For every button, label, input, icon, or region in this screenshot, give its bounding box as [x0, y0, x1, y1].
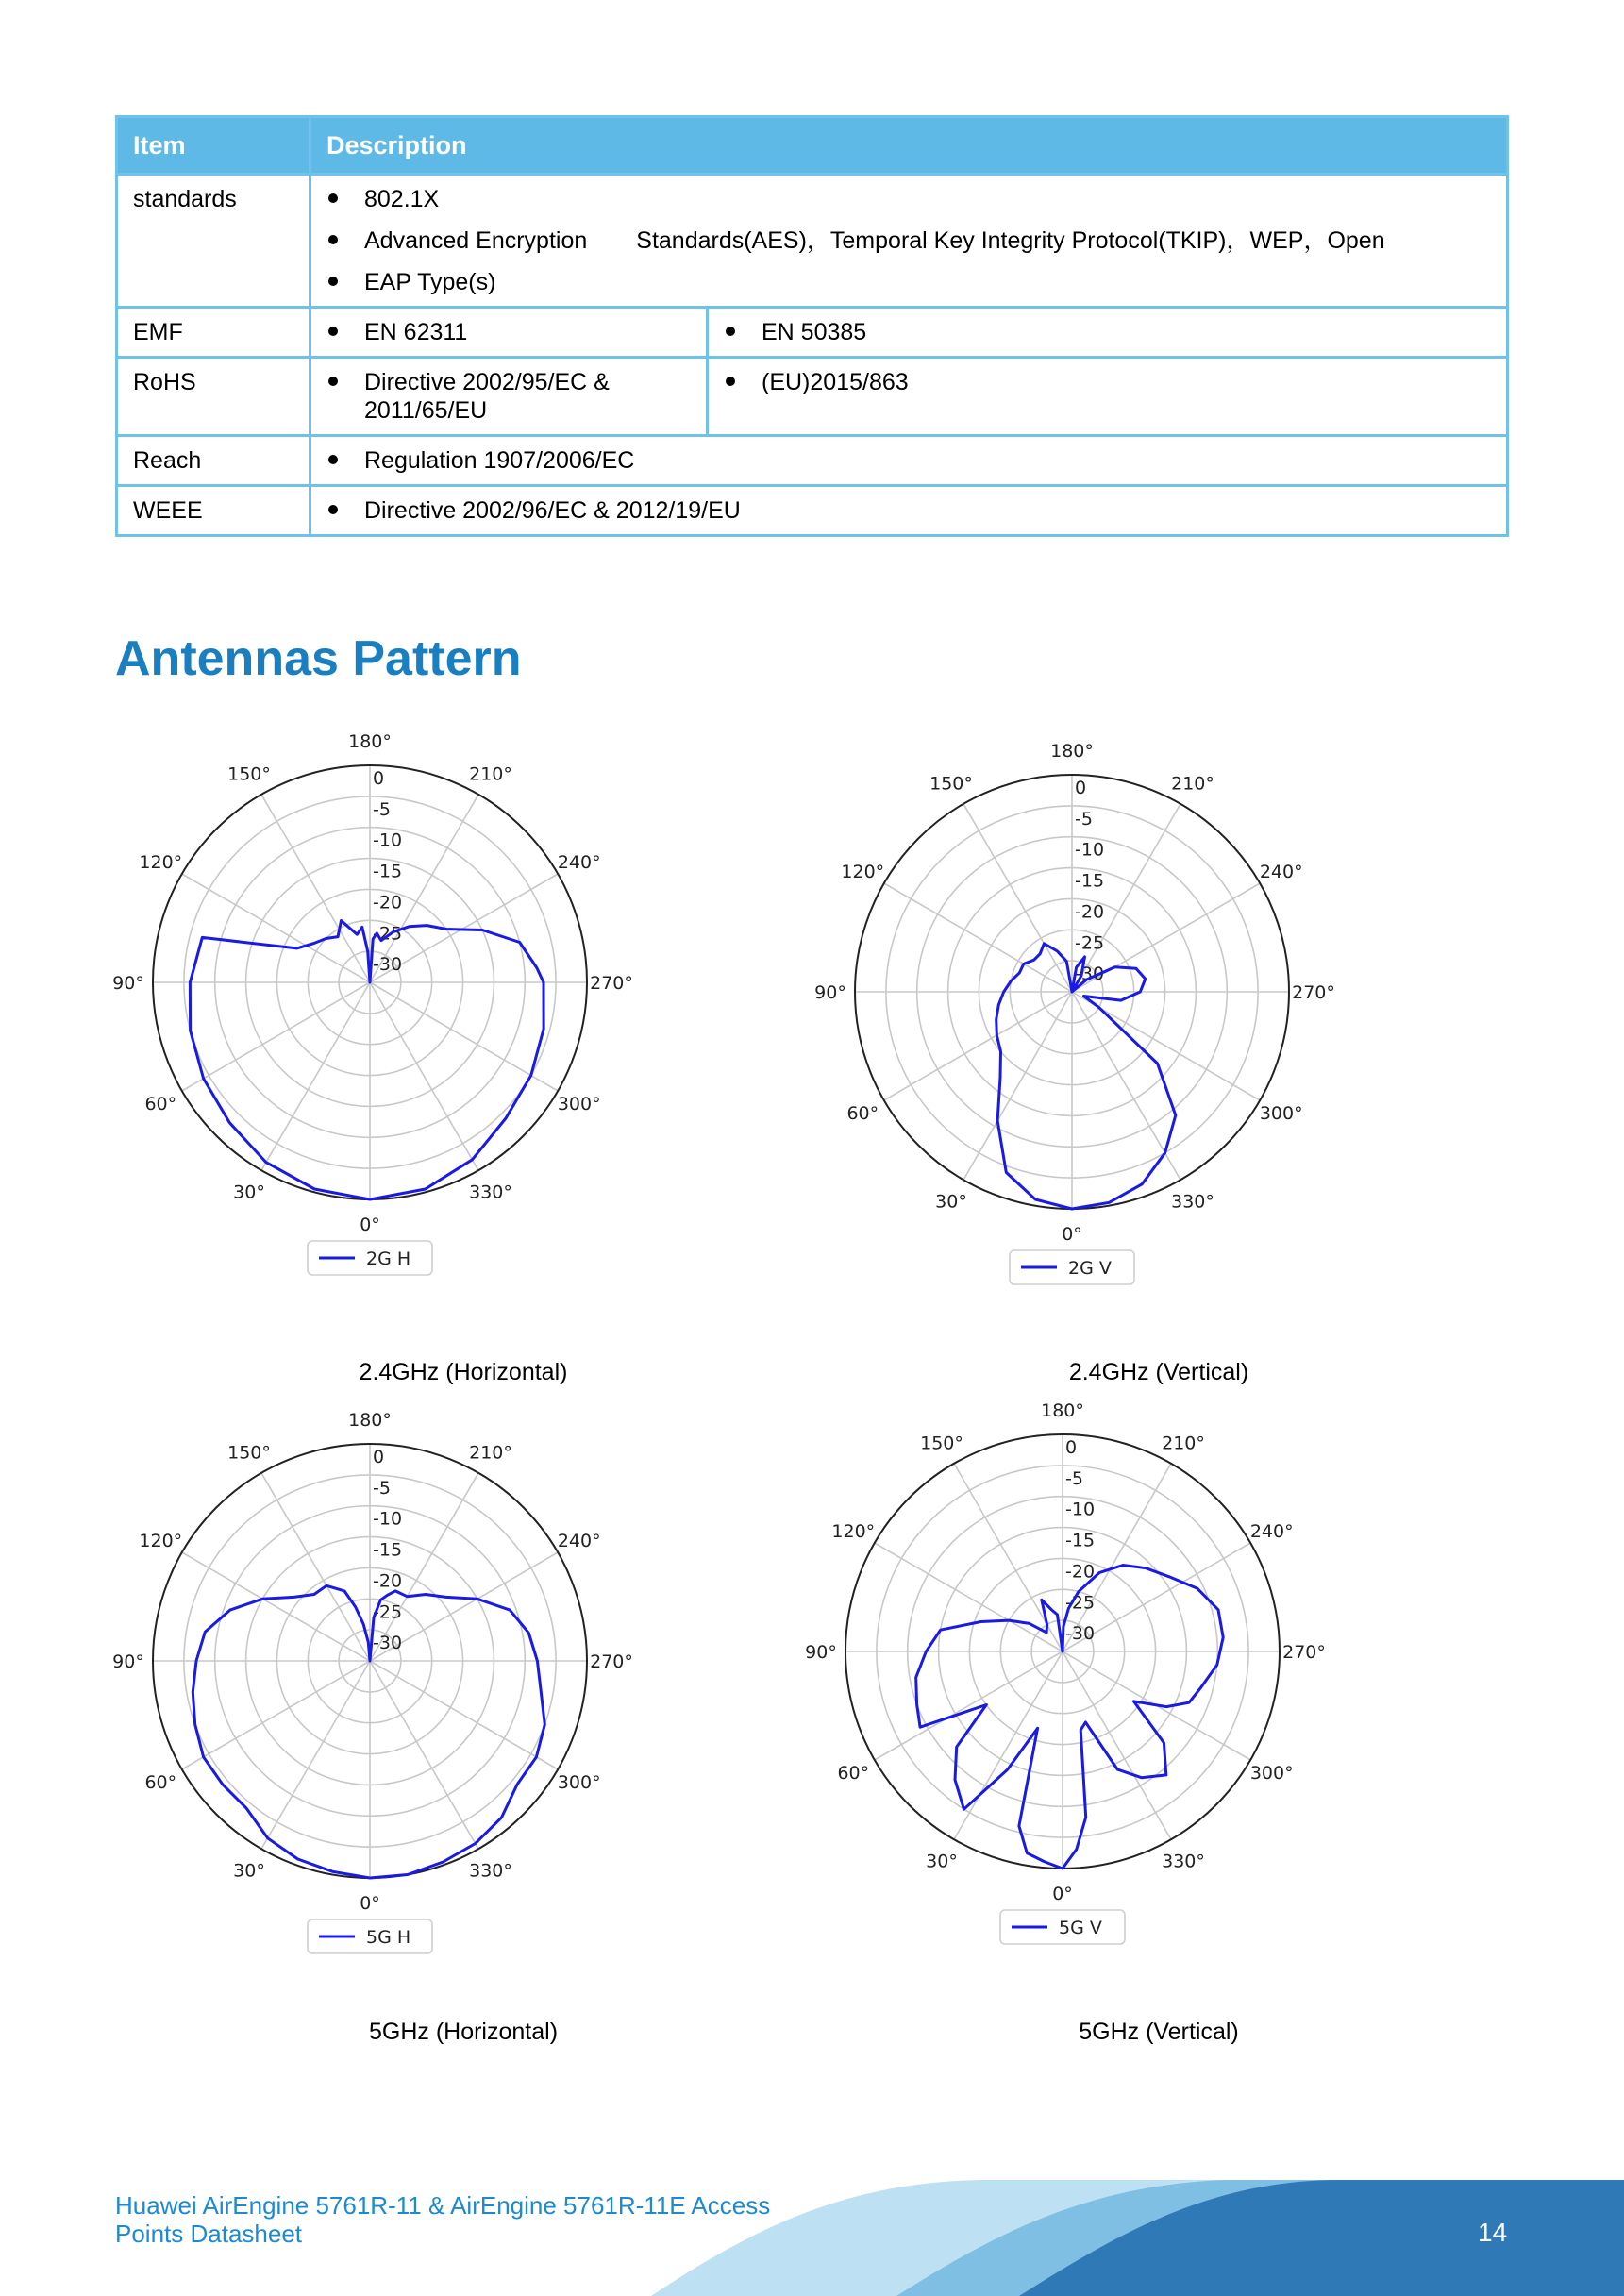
angle-tick-label: 210° — [469, 1442, 512, 1464]
angle-tick-label: 240° — [557, 852, 601, 873]
cell-standards — [310, 175, 1508, 308]
radial-tick-label: -20 — [373, 1570, 403, 1592]
radial-tick-label: -25 — [1065, 1592, 1096, 1614]
cell-rohs-right — [708, 358, 1508, 436]
angle-tick-label: 120° — [139, 1531, 183, 1551]
grid-spoke — [261, 982, 370, 1170]
grid-spoke — [370, 982, 478, 1170]
radial-tick-label: -30 — [373, 1633, 403, 1654]
angle-tick-label: 30° — [233, 1860, 265, 1882]
polar-chart-2g-h — [112, 731, 633, 1308]
radial-tick-label: 0 — [373, 768, 385, 789]
section-title: Antennas Pattern — [115, 631, 522, 686]
angle-tick-label: 90° — [112, 1651, 144, 1672]
angle-tick-label: 60° — [846, 1103, 879, 1124]
grid-spoke — [370, 1661, 478, 1849]
radial-tick-label: -20 — [1075, 901, 1105, 923]
cell-emf-right — [708, 308, 1508, 358]
angle-tick-label: 150° — [920, 1433, 963, 1454]
angle-tick-label: 180° — [1041, 1400, 1084, 1421]
chart-caption: 5GHz (Horizontal) — [368, 2019, 559, 2045]
radial-tick-label: 0 — [1065, 1437, 1078, 1458]
radial-tick-label: -10 — [1075, 839, 1105, 861]
grid-spoke — [370, 1661, 558, 1769]
radial-tick-label: -10 — [1065, 1499, 1096, 1520]
grid-spoke — [884, 992, 1072, 1100]
radial-tick-label: -5 — [373, 798, 391, 820]
angle-tick-label: 330° — [469, 1182, 512, 1203]
angle-tick-label: 150° — [227, 1442, 271, 1464]
footer-line-2: Points Datasheet — [115, 2220, 303, 2248]
aes-label-b: Standards(AES)，Temporal Key Integrity Protocol(TKIP)，WEP，Open — [636, 227, 1385, 254]
angle-tick-label: 270° — [1292, 982, 1335, 1003]
angle-tick-label: 30° — [233, 1182, 265, 1203]
header-item: Item — [117, 117, 310, 175]
grid-spoke — [261, 1473, 370, 1661]
spec-table — [115, 115, 1509, 537]
angle-tick-label: 330° — [1171, 1191, 1214, 1213]
row-label-emf: EMF — [117, 308, 310, 358]
cell-rohs-left — [310, 358, 708, 436]
angle-tick-label: 180° — [348, 1410, 392, 1431]
angle-tick-label: 0° — [360, 1215, 380, 1235]
row-label-standards: standards — [117, 175, 310, 308]
radial-tick-label: -30 — [1065, 1623, 1096, 1645]
grid-spoke — [182, 982, 370, 1091]
angle-tick-label: 210° — [1171, 773, 1214, 795]
angle-tick-label: 90° — [814, 982, 846, 1003]
grid-spoke — [963, 804, 1072, 992]
radial-tick-label: -15 — [373, 861, 403, 882]
polar-chart-5g-h — [112, 1410, 633, 1986]
list-item: 802.1X — [326, 185, 1491, 213]
angle-tick-label: 60° — [144, 1772, 177, 1793]
rohs-line-1: Directive 2002/95/EC & — [364, 369, 610, 395]
list-item — [326, 226, 1491, 255]
angle-tick-label: 30° — [935, 1191, 967, 1213]
polar-chart-2g-v — [814, 741, 1335, 1327]
grid-spoke — [1063, 1651, 1171, 1839]
chart-caption: 2.4GHz (Horizontal) — [359, 1359, 568, 1385]
radial-tick-label: -10 — [373, 1508, 403, 1530]
angle-tick-label: 120° — [139, 852, 183, 873]
list-item: EN 50385 — [724, 318, 1491, 346]
table-row-rohs — [117, 358, 1508, 436]
angle-tick-label: 270° — [590, 1651, 633, 1672]
table-row-standards — [117, 175, 1508, 308]
list-item: (EU)2015/863 — [724, 368, 1491, 396]
angle-tick-label: 0° — [1062, 1224, 1082, 1245]
radial-tick-label: -5 — [1065, 1467, 1083, 1489]
grid-spoke — [884, 883, 1072, 992]
grid-spoke — [370, 982, 558, 1091]
radial-tick-label: -25 — [373, 923, 403, 945]
radial-tick-label: -5 — [1075, 808, 1093, 830]
row-label-rohs: RoHS — [117, 358, 310, 436]
angle-tick-label: 60° — [837, 1763, 870, 1784]
radial-tick-label: -20 — [373, 892, 403, 913]
aes-label-a: Advanced Encryption — [364, 227, 588, 254]
angle-tick-label: 90° — [805, 1642, 837, 1663]
radial-tick-label: -30 — [373, 954, 403, 976]
legend-label: 2G H — [366, 1249, 411, 1269]
legend-label: 2G V — [1068, 1258, 1112, 1279]
list-item: EAP Type(s) — [326, 268, 1491, 296]
cell-weee — [310, 486, 1508, 536]
chart-caption: 2.4GHz (Vertical) — [1068, 1359, 1249, 1385]
angle-tick-label: 240° — [1249, 1521, 1294, 1542]
angle-tick-label: 210° — [1162, 1433, 1205, 1454]
radial-tick-label: -30 — [1075, 964, 1105, 985]
polar-chart-5g-v — [805, 1400, 1326, 1996]
row-label-reach: Reach — [117, 436, 310, 486]
radial-tick-label: -15 — [1075, 870, 1105, 892]
footer-doc-title — [115, 2191, 795, 2248]
angle-tick-label: 150° — [227, 763, 271, 785]
list-item: Directive 2002/96/EC & 2012/19/EU — [326, 496, 1491, 525]
chart-caption: 5GHz (Vertical) — [1079, 2019, 1239, 2045]
grid-spoke — [182, 1661, 370, 1769]
grid-spoke — [182, 874, 370, 982]
radial-tick-label: 0 — [1075, 778, 1087, 798]
legend-label: 5G H — [366, 1927, 411, 1948]
table-row-reach — [117, 436, 1508, 486]
grid-spoke — [875, 1543, 1063, 1651]
radial-tick-label: 0 — [373, 1447, 385, 1467]
angle-tick-label: 240° — [1259, 862, 1303, 882]
rohs-line-2: 2011/65/EU — [364, 397, 488, 424]
angle-tick-label: 300° — [1249, 1763, 1294, 1784]
angle-tick-label: 180° — [1050, 741, 1094, 762]
radial-tick-label: -15 — [1065, 1530, 1096, 1551]
radial-tick-label: -20 — [1065, 1561, 1096, 1583]
angle-tick-label: 60° — [144, 1094, 177, 1114]
row-label-weee: WEEE — [117, 486, 310, 536]
angle-tick-label: 30° — [926, 1851, 958, 1872]
radial-tick-label: -25 — [1075, 932, 1105, 954]
angle-tick-label: 300° — [1259, 1103, 1303, 1124]
grid-spoke — [261, 795, 370, 982]
list-item: Regulation 1907/2006/EC — [326, 446, 1491, 475]
table-row-weee — [117, 486, 1508, 536]
angle-tick-label: 0° — [360, 1893, 380, 1914]
angle-tick-label: 240° — [557, 1531, 601, 1551]
footer-line-1: Huawei AirEngine 5761R-11 & AirEngine 5761R-11E Access — [115, 2191, 771, 2220]
grid-spoke — [261, 1661, 370, 1849]
cell-reach — [310, 436, 1508, 486]
angle-tick-label: 150° — [929, 773, 973, 795]
page-number: 14 — [1478, 2218, 1508, 2247]
angle-tick-label: 0° — [1052, 1884, 1073, 1904]
grid-spoke — [954, 1651, 1063, 1839]
radial-tick-label: -5 — [373, 1477, 391, 1499]
angle-tick-label: 120° — [841, 862, 885, 882]
list-item — [326, 368, 691, 425]
table-row-emf — [117, 308, 1508, 358]
angle-tick-label: 90° — [112, 973, 144, 994]
cell-emf-left — [310, 308, 708, 358]
angle-tick-label: 270° — [1282, 1642, 1326, 1663]
angle-tick-label: 180° — [348, 731, 392, 752]
grid-spoke — [182, 1552, 370, 1661]
angle-tick-label: 120° — [831, 1521, 876, 1542]
grid-spoke — [963, 992, 1072, 1180]
radial-tick-label: -25 — [373, 1601, 403, 1623]
legend-label: 5G V — [1059, 1918, 1102, 1938]
angle-tick-label: 270° — [590, 973, 633, 994]
radial-tick-label: -10 — [373, 830, 403, 851]
angle-tick-label: 300° — [557, 1094, 601, 1114]
radial-tick-label: -15 — [373, 1539, 403, 1561]
angle-tick-label: 330° — [1162, 1851, 1205, 1872]
angle-tick-label: 210° — [469, 763, 512, 785]
list-item: EN 62311 — [326, 318, 691, 346]
angle-tick-label: 330° — [469, 1860, 512, 1882]
angle-tick-label: 300° — [557, 1772, 601, 1793]
header-description: Description — [310, 117, 1508, 175]
